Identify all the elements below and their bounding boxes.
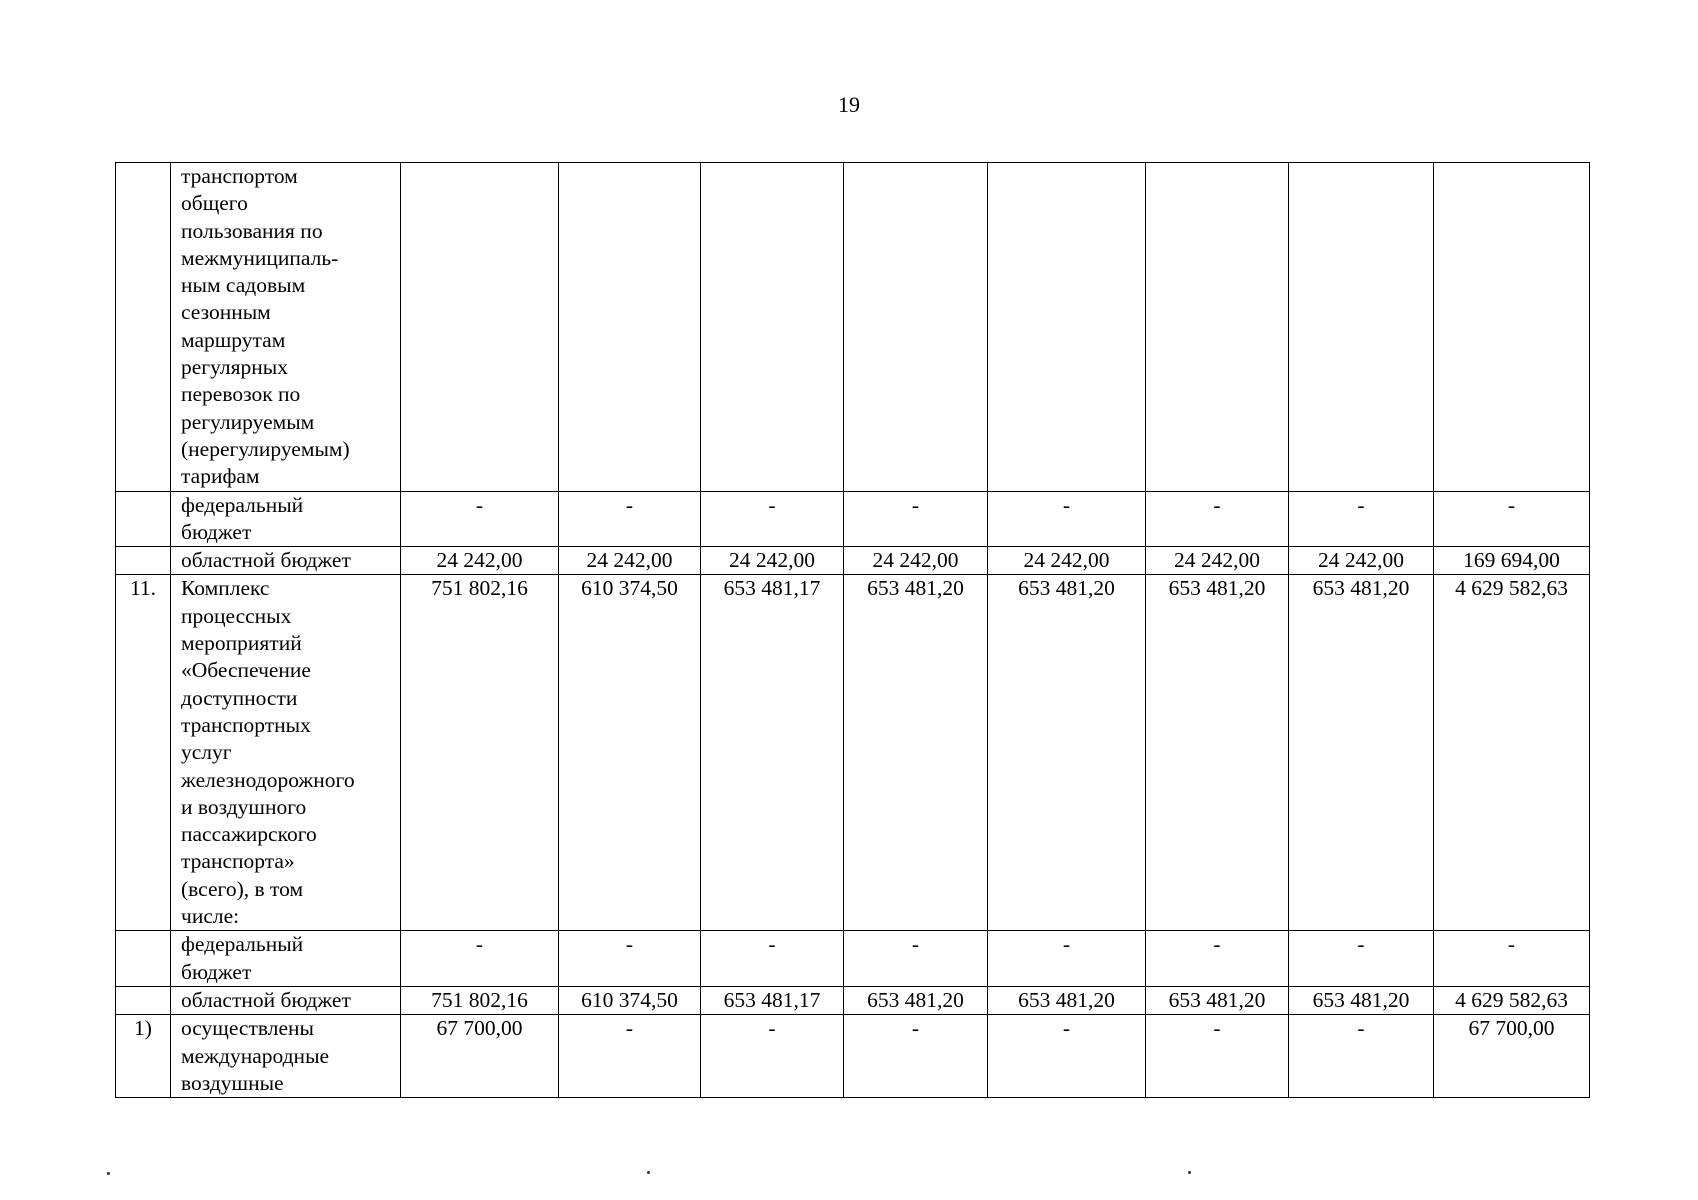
description-line: областной бюджет [181,987,351,1012]
value-cell: - [1434,931,1590,987]
value-cell: - [988,931,1146,987]
description-line: воздушные [181,1070,284,1095]
value-cell: - [1146,931,1289,987]
value-cell: 653 481,20 [1289,986,1434,1014]
description-cell [171,575,401,931]
description-line: мероприятий [181,631,302,656]
page-number: 19 [838,92,860,117]
value-cell: - [988,1015,1146,1098]
value-cell: 751 802,16 [401,986,559,1014]
description-line: (всего), в том [181,876,304,901]
value-cell: - [559,931,701,987]
table-row [116,575,1590,931]
value-cell: 751 802,16 [401,575,559,931]
value-cell: 24 242,00 [844,547,988,575]
value-cell [559,163,701,492]
description-line: перевозок по [181,382,301,407]
description-line: федеральный [181,492,304,517]
value-cell: 24 242,00 [559,547,701,575]
value-cell: - [1434,491,1590,547]
table-row [116,986,1590,1014]
table-row [116,931,1590,987]
value-cell: - [1289,931,1434,987]
description-line: областной бюджет [181,548,351,573]
value-cell [1434,163,1590,492]
description-line: Комплекс [181,576,270,601]
value-cell: - [988,491,1146,547]
scan-speck [647,1171,650,1174]
value-cell: 169 694,00 [1434,547,1590,575]
value-cell: 4 629 582,63 [1434,575,1590,931]
value-cell: 610 374,50 [559,575,701,931]
description-line: «Обеспечение [181,658,311,683]
description-line: международные [181,1043,330,1068]
description-line: доступности [181,685,298,710]
description-line: (нерегулируемым) [181,436,350,461]
budget-table [115,162,1590,1098]
value-cell: - [844,491,988,547]
description-line: бюджет [181,519,252,544]
value-cell: - [1289,491,1434,547]
value-cell: - [701,931,844,987]
description-line: транспорта» [181,849,295,874]
scan-speck [107,1172,110,1175]
value-cell: 24 242,00 [1146,547,1289,575]
value-cell: 24 242,00 [1289,547,1434,575]
description-line: общего [181,191,248,216]
value-cell [844,163,988,492]
description-cell [171,163,401,492]
value-cell: 4 629 582,63 [1434,986,1590,1014]
description-line: сезонным [181,300,271,325]
value-cell: 653 481,20 [1289,575,1434,931]
value-cell: - [401,491,559,547]
description-line: тарифам [181,464,260,489]
row-number-cell [116,163,171,492]
description-line: числе: [181,904,240,929]
row-number-cell [116,986,171,1014]
value-cell: 653 481,17 [701,986,844,1014]
description-line: осуществлены [181,1016,314,1041]
row-number-cell [116,931,171,987]
value-cell: 653 481,20 [1146,575,1289,931]
row-number-cell [116,547,171,575]
description-line: пассажирского [181,822,317,847]
table-row [116,491,1590,547]
value-cell: - [701,491,844,547]
description-line: процессных [181,603,292,628]
scan-speck [1188,1171,1191,1174]
value-cell: - [1146,491,1289,547]
value-cell: 24 242,00 [701,547,844,575]
description-line: услуг [181,740,232,765]
description-line: федеральный [181,932,304,957]
description-cell [171,931,401,987]
description-line: бюджет [181,959,252,984]
description-line: регулярных [181,355,288,380]
value-cell: - [401,931,559,987]
value-cell [701,163,844,492]
value-cell: 67 700,00 [401,1015,559,1098]
description-line: и воздушного [181,794,307,819]
row-number-cell [116,491,171,547]
value-cell: 653 481,20 [988,575,1146,931]
value-cell: 24 242,00 [401,547,559,575]
value-cell: 24 242,00 [988,547,1146,575]
description-line: транспортных [181,712,311,737]
value-cell: - [701,1015,844,1098]
value-cell: - [1146,1015,1289,1098]
description-cell [171,986,401,1014]
row-number-cell: 1) [116,1015,171,1098]
description-cell [171,1015,401,1098]
value-cell [1289,163,1434,492]
value-cell: 653 481,20 [988,986,1146,1014]
value-cell: - [559,1015,701,1098]
value-cell: 653 481,20 [844,986,988,1014]
value-cell: 67 700,00 [1434,1015,1590,1098]
description-line: маршрутам [181,327,286,352]
description-line: межмуниципаль- [181,245,339,270]
value-cell: 653 481,17 [701,575,844,931]
value-cell [401,163,559,492]
row-number-cell: 11. [116,575,171,931]
value-cell [988,163,1146,492]
description-cell [171,491,401,547]
description-line: железнодорожного [181,767,355,792]
description-cell [171,547,401,575]
description-line: ным садовым [181,273,306,298]
table-body [116,163,1590,1098]
value-cell: - [844,931,988,987]
table-row [116,1015,1590,1098]
value-cell: - [844,1015,988,1098]
value-cell: 610 374,50 [559,986,701,1014]
table-row [116,547,1590,575]
value-cell: 653 481,20 [844,575,988,931]
value-cell [1146,163,1289,492]
value-cell: - [1289,1015,1434,1098]
description-line: регулируемым [181,409,315,434]
value-cell: 653 481,20 [1146,986,1289,1014]
table-row [116,163,1590,492]
value-cell: - [559,491,701,547]
description-line: транспортом [181,164,298,188]
description-line: пользования по [181,218,323,243]
